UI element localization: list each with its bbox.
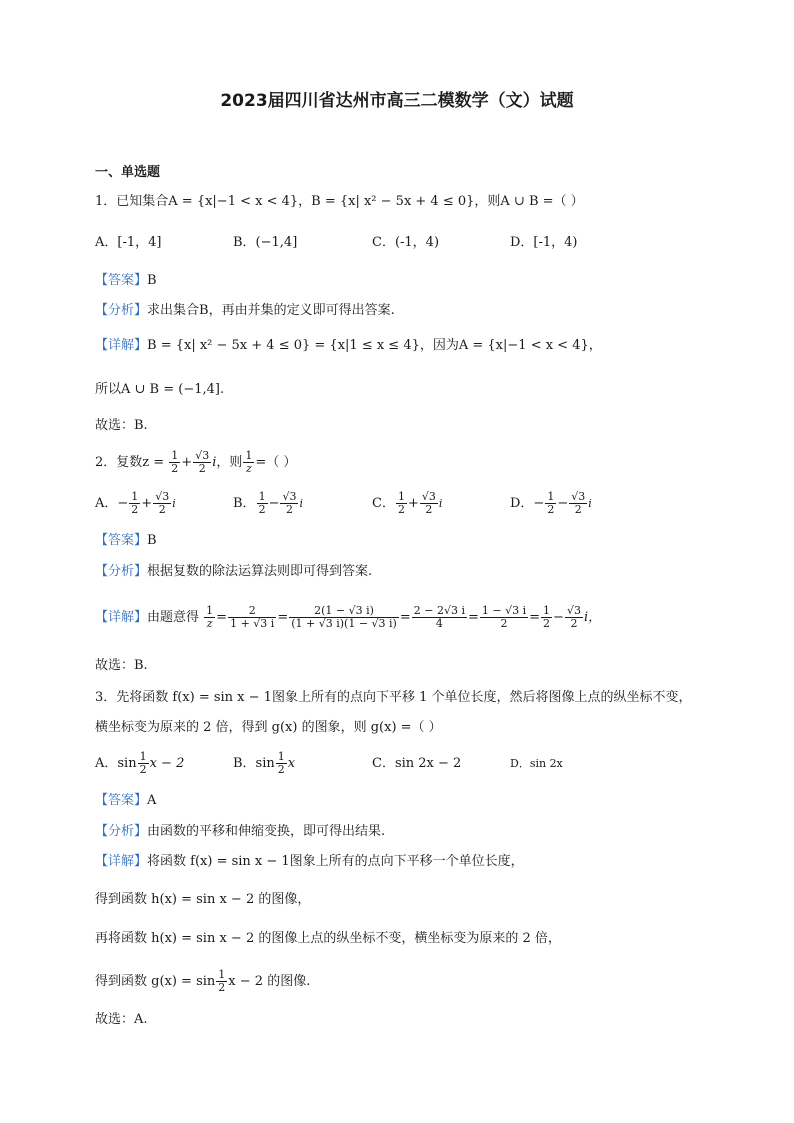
q2-option-d: D．− $\frac{1}{2}$ − $\frac{√3}{2}$ i [510, 490, 592, 516]
q1-analysis [95, 302, 395, 320]
q1-option-c: C．(-1，4) [372, 235, 440, 250]
fraction: $\frac{1}{z}$ [245, 449, 253, 475]
q3-answer [95, 792, 156, 810]
q1-option-b: B．(−1,4] [233, 235, 298, 250]
q2-analysis-text: 根据复数的除法运算法则即可得到答案. [147, 564, 373, 579]
q2-analysis [95, 563, 372, 581]
q3-choose: 故选：A. [95, 1012, 148, 1027]
q1-answer [95, 272, 157, 290]
q3-option-b: B．sin $\frac{1}{2}$ x [233, 750, 296, 776]
q1-option-a: A．[-1，4] [95, 235, 162, 250]
fraction: $\frac{√3}{2}$ [195, 449, 210, 475]
q1-choose: 故选：B. [95, 418, 148, 433]
q3-analysis [95, 823, 385, 841]
q2-answer [95, 532, 157, 550]
q1-option-d: D．[-1，4) [510, 235, 578, 250]
q3-option-c: C．sin 2x − 2 [372, 756, 462, 771]
q1-detail [95, 337, 602, 355]
q1-stem: 1．已知集合A = {x|−1 < x < 4}，B = {x| x² − 5x + 4 ≤ 0}，则A ∪ B =（ ） [95, 194, 584, 209]
q1-analysis-text: 求出集合B，再由并集的定义即可得出答案. [147, 303, 395, 318]
q2-stem: 2．复数z = $\frac{1}{2}$ + $\frac{√3}{2}$ i，则 $\frac{1}{z}$ =（ ） [95, 449, 297, 475]
q3-option-d: D．sin 2x [510, 757, 563, 770]
q2-option-c: C． $\frac{1}{2}$ + $\frac{√3}{2}$ i [372, 490, 443, 516]
detail-label: 【详解】 [95, 338, 148, 353]
analysis-label: 【分析】 [95, 564, 148, 579]
answer-label: 【答案】 [95, 793, 148, 808]
answer-label: 【答案】 [95, 273, 148, 288]
q1-answer-value: B [147, 273, 157, 288]
q2-detail: 【详解】由题意得 $\frac{1}{z}$ = $\frac{2}{1 + √3 i}$ = $\frac{2(1 - √3 i)}{(1 + √3 i)(1 - √3 i)}$ = $\frac{2 - 2√3 i}{4}$ = $\frac{1 - √3 i}{2}$ = $\frac{1}{2}$ − $\frac{√3}{2}$ i， [95, 604, 602, 630]
q2-option-b: B． $\frac{1}{2}$ − $\frac{√3}{2}$ i [233, 490, 304, 516]
detail-label: 【详解】 [95, 854, 148, 869]
q3-detail-3: 再将函数 h(x) = sin x − 2 的图像上点的纵坐标不变，横坐标变为原来的 2 倍， [95, 931, 561, 946]
detail-label: 【详解】 [95, 610, 148, 625]
q3-detail-2: 得到函数 h(x) = sin x − 2 的图像， [95, 892, 311, 907]
q3-detail [95, 853, 524, 871]
q3-stem-1: 3．先将函数 f(x) = sin x − 1图象上所有的点向下平移 1 个单位长度，然后将图像上点的纵坐标不变， [95, 690, 692, 705]
q2-answer-value: B [147, 533, 157, 548]
q3-answer-value: A [147, 793, 157, 808]
q3-analysis-text: 由函数的平移和伸缩变换，即可得出结果. [147, 824, 386, 839]
q2-option-a: A．− $\frac{1}{2}$ + $\frac{√3}{2}$ i [95, 490, 176, 516]
q3-detail-4: 得到函数 g(x) = sin $\frac{1}{2}$ x − 2 的图像. [95, 968, 311, 994]
analysis-label: 【分析】 [95, 303, 148, 318]
fraction: $\frac{1}{2}$ [171, 449, 179, 475]
q1-detail-text: B = {x| x² − 5x + 4 ≤ 0} = {x|1 ≤ x ≤ 4}，因为A = {x|−1 < x < 4}， [147, 338, 602, 353]
answer-label: 【答案】 [95, 533, 148, 548]
q3-option-a: A．sin $\frac{1}{2}$ x − 2 [95, 750, 185, 776]
analysis-label: 【分析】 [95, 824, 148, 839]
q3-stem-2: 横坐标变为原来的 2 倍，得到 g(x) 的图象，则 g(x) =（ ） [95, 720, 442, 735]
document-title: 2023届四川省达州市高三二模数学（文）试题 [220, 91, 574, 111]
q1-detail-2: 所以A ∪ B = (−1,4]. [95, 382, 225, 397]
q2-stem-text: 2．复数z = [95, 455, 165, 470]
q2-choose: 故选：B. [95, 658, 148, 673]
q3-detail-text: 将函数 f(x) = sin x − 1图象上所有的点向下平移一个单位长度， [147, 854, 524, 869]
section-heading: 一、单选题 [95, 165, 161, 180]
